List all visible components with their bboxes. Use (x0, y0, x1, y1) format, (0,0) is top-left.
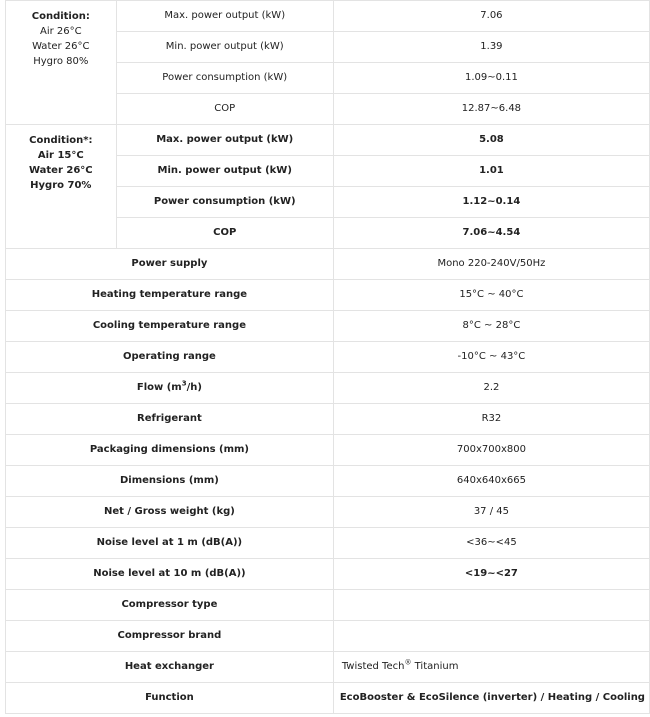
table-row (6, 528, 650, 559)
table-row (6, 683, 650, 714)
table-row (6, 125, 650, 156)
spec-value: <36~<45 (333, 528, 649, 559)
spec-value: <19~<27 (333, 559, 649, 590)
flow-label-prefix: Flow (m (136, 382, 182, 393)
condition-a-line: Water 26°C (32, 41, 90, 52)
condition-a-cell (6, 1, 117, 125)
registered-mark: ® (404, 658, 412, 667)
spec-value: 700x700x800 (333, 435, 649, 466)
table-row (6, 311, 650, 342)
row-label: Min. power output (kW) (116, 32, 333, 63)
spec-label: Function (6, 683, 334, 714)
spec-value: 15°C ~ 40°C (333, 280, 649, 311)
spec-label-flow (6, 373, 334, 404)
condition-a-line: Air 26°C (39, 26, 82, 37)
heat-exchanger-suffix: Titanium (411, 661, 459, 672)
spec-label: Noise level at 1 m (dB(A)) (6, 528, 334, 559)
row-value: 7.06~4.54 (333, 218, 649, 249)
row-value: 1.09~0.11 (333, 63, 649, 94)
spec-label: Noise level at 10 m (dB(A)) (6, 559, 334, 590)
table-row (6, 249, 650, 280)
spec-label: Operating range (6, 342, 334, 373)
spec-label: Net / Gross weight (kg) (6, 497, 334, 528)
table-row (6, 373, 650, 404)
spec-label: Cooling temperature range (6, 311, 334, 342)
spec-value: Mono 220-240V/50Hz (333, 249, 649, 280)
row-value: 1.01 (333, 156, 649, 187)
row-label: COP (116, 94, 333, 125)
table-row (6, 559, 650, 590)
spec-label: Power supply (6, 249, 334, 280)
row-label: Max. power output (kW) (116, 125, 333, 156)
condition-b-line: Hygro 70% (30, 180, 92, 191)
table-row (6, 1, 650, 32)
spec-table (5, 0, 650, 714)
row-label: Max. power output (kW) (116, 1, 333, 32)
table-row (6, 404, 650, 435)
condition-b-cell (6, 125, 117, 249)
spec-value: 640x640x665 (333, 466, 649, 497)
spec-label: Heating temperature range (6, 280, 334, 311)
spec-value: -10°C ~ 43°C (333, 342, 649, 373)
spec-value: 2.2 (333, 373, 649, 404)
spec-value (333, 621, 649, 652)
spec-value: 8°C ~ 28°C (333, 311, 649, 342)
table-row (6, 652, 650, 683)
spec-value: R32 (333, 404, 649, 435)
spec-label: Dimensions (mm) (6, 466, 334, 497)
row-label: Min. power output (kW) (116, 156, 333, 187)
row-value: 12.87~6.48 (333, 94, 649, 125)
row-label: Power consumption (kW) (116, 187, 333, 218)
table-row (6, 435, 650, 466)
heat-exchanger-prefix: Twisted Tech (341, 661, 405, 672)
row-value: 1.12~0.14 (333, 187, 649, 218)
spec-label: Compressor brand (6, 621, 334, 652)
spec-value: EcoBooster & EcoSilence (inverter) / Heating / Cooling (333, 683, 649, 714)
row-value: 7.06 (333, 1, 649, 32)
flow-label-sup: 3 (181, 379, 187, 388)
table-row (6, 280, 650, 311)
table-row (6, 466, 650, 497)
spec-value: 37 / 45 (333, 497, 649, 528)
condition-b-line: Water 26°C (28, 165, 93, 176)
row-value: 5.08 (333, 125, 649, 156)
table-row (6, 497, 650, 528)
row-label: COP (116, 218, 333, 249)
spec-value (333, 590, 649, 621)
table-row (6, 621, 650, 652)
condition-a-title: Condition: (31, 11, 90, 22)
condition-a-line: Hygro 80% (33, 56, 89, 67)
spec-label: Refrigerant (6, 404, 334, 435)
spec-label: Compressor type (6, 590, 334, 621)
table-row (6, 342, 650, 373)
table-row (6, 590, 650, 621)
row-label: Power consumption (kW) (116, 63, 333, 94)
row-value: 1.39 (333, 32, 649, 63)
condition-b-line: Air 15°C (37, 150, 84, 161)
condition-b-title: Condition*: (29, 135, 93, 146)
spec-value-heat-exchanger (333, 652, 649, 683)
spec-label: Heat exchanger (6, 652, 334, 683)
flow-label-suffix: /h) (186, 382, 202, 393)
spec-label: Packaging dimensions (mm) (6, 435, 334, 466)
